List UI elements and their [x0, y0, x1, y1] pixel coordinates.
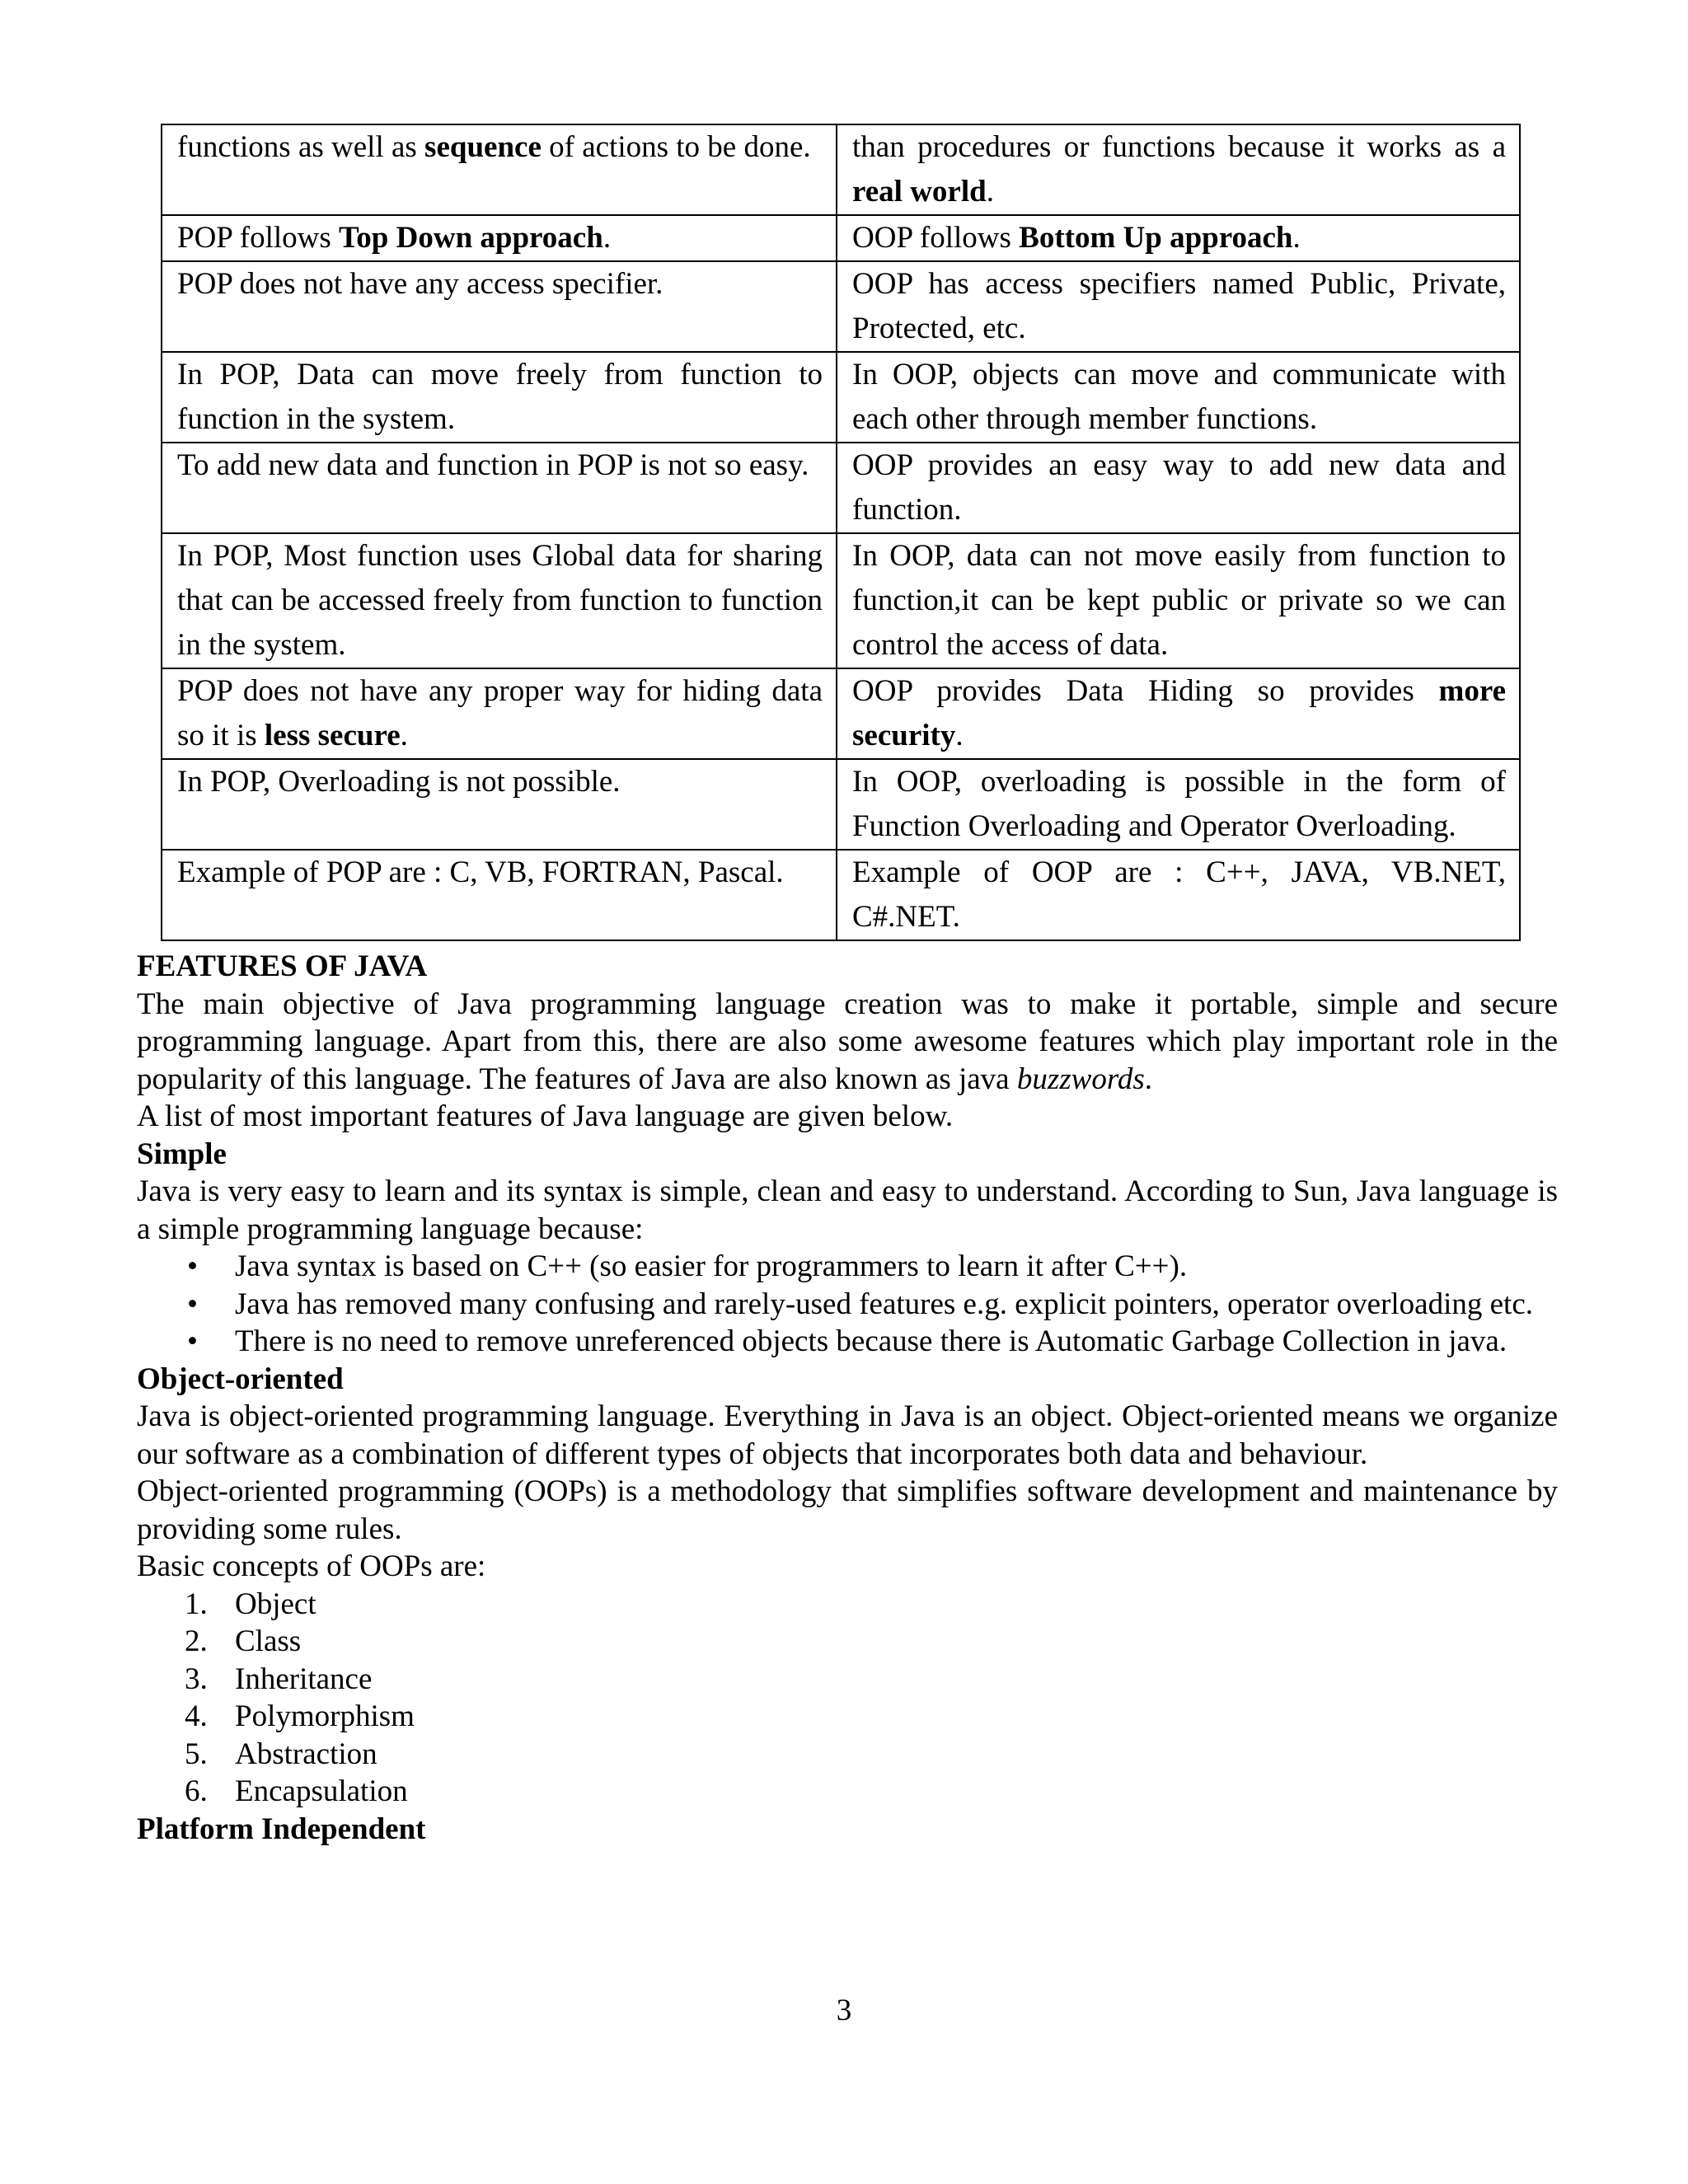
cell-text: POP does not have any proper way for hiding data so it is: [177, 674, 823, 752]
cell-text: OOP has access specifiers named Public, Private, Protected, etc.: [852, 267, 1506, 345]
oop-cell: [837, 443, 1520, 533]
cell-text: In POP, Overloading is not possible.: [177, 765, 621, 799]
pop-cell: [162, 261, 837, 352]
bullet-icon: •: [187, 1249, 198, 1283]
list-item: [137, 1698, 1558, 1736]
list-item: [137, 1286, 1558, 1324]
table-row: [162, 215, 1520, 261]
cell-text: POP does not have any access specifier.: [177, 267, 663, 301]
cell-text: OOP provides Data Hiding so provides: [852, 674, 1439, 708]
list-item: [137, 1773, 1558, 1811]
pop-cell: [162, 668, 837, 759]
table-row: [162, 850, 1520, 940]
concept-label: Abstraction: [235, 1736, 377, 1771]
table-row: [162, 352, 1520, 443]
features-intro: [137, 986, 1558, 1099]
cell-text: OOP provides an easy way to add new data and function.: [852, 448, 1506, 527]
list-number: 4.: [185, 1699, 208, 1733]
concept-label: Class: [235, 1624, 302, 1658]
oop-concepts-list: [137, 1586, 1558, 1811]
list-item: [137, 1623, 1558, 1661]
oop-cell: [837, 124, 1520, 215]
list-item: [137, 1323, 1558, 1361]
pop-cell: [162, 352, 837, 443]
cell-text: than procedures or functions because it works as a: [852, 130, 1506, 164]
oop-cell: [837, 533, 1520, 668]
oop-cell: [837, 668, 1520, 759]
concept-label: Inheritance: [235, 1661, 373, 1696]
simple-bullet-list: [137, 1248, 1558, 1361]
comparison-table-body: [162, 124, 1520, 940]
list-number: 5.: [185, 1736, 208, 1771]
table-row: [162, 759, 1520, 850]
table-row: [162, 533, 1520, 668]
features-heading: FEATURES OF JAVA: [137, 949, 428, 983]
object-oriented-text-1: Java is object-oriented programming language. Everything in Java is an object. Object-oriented means we organize our software as a combination of different types of objects that incorporates both data and behaviour.: [137, 1399, 1558, 1471]
oop-cell: [837, 850, 1520, 940]
pop-cell: [162, 533, 837, 668]
bullet-icon: •: [187, 1286, 198, 1321]
oop-cell: [837, 215, 1520, 261]
cell-text: of actions to be done.: [541, 130, 811, 164]
oop-cell: [837, 261, 1520, 352]
cell-text: .: [986, 175, 994, 209]
concept-label: Encapsulation: [235, 1774, 408, 1808]
object-oriented-heading: Object-oriented: [137, 1361, 344, 1396]
concepts-intro: Basic concepts of OOPs are:: [137, 1549, 486, 1583]
bold-text: more security: [852, 674, 1506, 752]
list-number: 2.: [185, 1624, 208, 1658]
pop-cell: [162, 124, 837, 215]
cell-text: In OOP, data can not move easily from function to function,it can be kept public or private so we can control the access of data.: [852, 539, 1506, 662]
pop-cell: [162, 443, 837, 533]
object-oriented-text-2: Object-oriented programming (OOPs) is a methodology that simplifies software development and maintenance by providing some rules.: [137, 1474, 1558, 1546]
pop-cell: [162, 215, 837, 261]
concept-label: Object: [235, 1586, 316, 1621]
table-row: [162, 261, 1520, 352]
bold-text: Top Down approach: [339, 221, 603, 255]
cell-text: POP follows: [177, 221, 340, 255]
cell-text: functions as well as: [177, 130, 425, 164]
oop-cell: [837, 759, 1520, 850]
cell-text: .: [400, 719, 408, 752]
list-number: 1.: [185, 1586, 208, 1621]
cell-text: In POP, Data can move freely from function to function in the system.: [177, 358, 823, 436]
cell-text: .: [955, 719, 964, 752]
list-item: [137, 1736, 1558, 1774]
pop-cell: [162, 759, 837, 850]
simple-heading: Simple: [137, 1137, 227, 1171]
cell-text: OOP follows: [852, 221, 1020, 255]
cell-text: In OOP, objects can move and communicate with each other through member functions.: [852, 358, 1506, 436]
features-section: [137, 948, 1558, 1848]
list-number: 3.: [185, 1661, 208, 1696]
pop-cell: [162, 850, 837, 940]
bold-text: sequence: [424, 130, 542, 164]
bullet-text: Java has removed many confusing and rarely-used features e.g. explicit pointers, operator overloading etc.: [235, 1286, 1534, 1321]
concept-label: Polymorphism: [235, 1699, 415, 1733]
list-item: [137, 1661, 1558, 1699]
bold-text: real world: [852, 175, 987, 209]
bold-text: less secure: [264, 719, 401, 752]
simple-text: Java is very easy to learn and its syntax is simple, clean and easy to understand. According to Sun, Java language is a simple programming language because:: [137, 1174, 1558, 1246]
features-intro-end: .: [1144, 1062, 1153, 1096]
bullet-icon: •: [187, 1324, 198, 1358]
bold-text: Bottom Up approach: [1019, 221, 1293, 255]
features-list-intro: A list of most important features of Java language are given below.: [137, 1099, 954, 1133]
page-number: 3: [836, 1994, 852, 2027]
cell-text: In OOP, overloading is possible in the form of Function Overloading and Operator Overloading.: [852, 765, 1506, 843]
list-item: [137, 1586, 1558, 1624]
list-number: 6.: [185, 1774, 208, 1808]
cell-text: .: [1292, 221, 1301, 255]
oop-cell: [837, 352, 1520, 443]
table-row: [162, 668, 1520, 759]
cell-text: To add new data and function in POP is not so easy.: [177, 448, 809, 482]
list-item: [137, 1248, 1558, 1286]
cell-text: Example of OOP are : C++, JAVA, VB.NET, C#.NET.: [852, 855, 1506, 934]
features-intro-text: The main objective of Java programming language creation was to make it portable, simple and secure programming language. Apart from this, there are also some awesome features which play important role in the popularity of this language. The features of Java are also known as java: [137, 987, 1558, 1096]
bullet-text: There is no need to remove unreferenced objects because there is Automatic Garbage Collection in java.: [235, 1324, 1507, 1358]
cell-text: Example of POP are : C, VB, FORTRAN, Pascal.: [177, 855, 784, 889]
pop-vs-oop-table: [161, 124, 1521, 941]
bullet-text: Java syntax is based on C++ (so easier for programmers to learn it after C++).: [235, 1249, 1188, 1283]
buzzwords-term: buzzwords: [1016, 1062, 1145, 1096]
cell-text: In POP, Most function uses Global data for sharing that can be accessed freely from function to function in the system.: [177, 539, 823, 662]
table-row: [162, 124, 1520, 215]
platform-independent-heading: Platform Independent: [137, 1811, 426, 1846]
cell-text: .: [603, 221, 612, 255]
table-row: [162, 443, 1520, 533]
